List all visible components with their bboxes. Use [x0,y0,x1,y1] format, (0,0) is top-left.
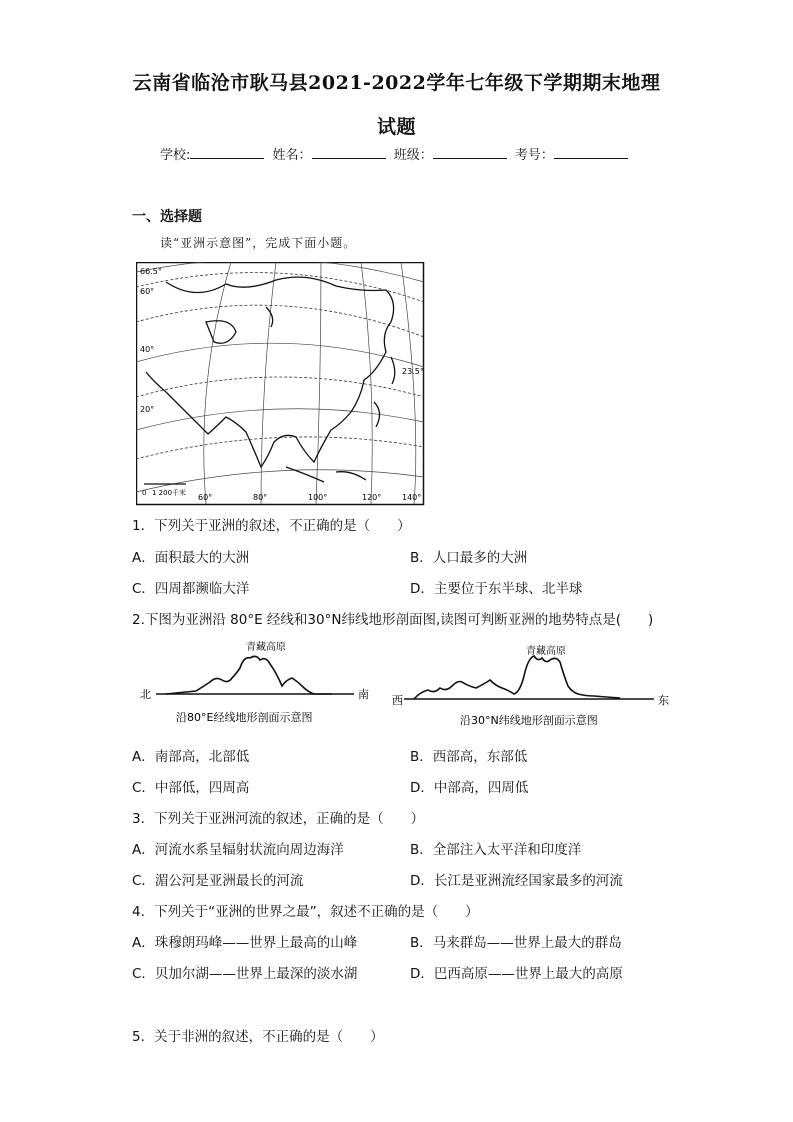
lat-label: 23.5° [402,367,424,376]
question-intro: 读“亚洲示意图”，完成下面小题。 [160,236,357,250]
asia-map [136,262,425,506]
document-title: 云南省临沧市耿马县2021-2022学年七年级下学期期末地理 [132,72,661,94]
document-title-line2: 试题 [376,116,416,138]
profile-start-label: 北 [140,688,151,701]
q4-option-a[interactable]: A．珠穆朗玛峰——世界上最高的山峰 [132,935,358,951]
scale-label: 0 [142,489,147,497]
question-4-stem: 4．下列关于“亚洲的世界之最”，叙述不正确的是（ ） [132,904,479,920]
lat-label: 40° [140,345,155,354]
question-2-stem: 2.下图为亚洲沿 80°E 经线和30°N纬线地形剖面图,读图可判断亚洲的地势特点是( ) [132,612,654,628]
profile-caption: 沿80°E经线地形剖面示意图 [176,711,313,724]
q4-option-b[interactable]: B．马来群岛——世界上最大的群岛 [410,935,622,951]
q3-option-c[interactable]: C．湄公河是亚洲最长的河流 [132,873,304,889]
q1-option-a[interactable]: A．面积最大的大洲 [132,550,250,566]
profile-caption: 沿30°N纬线地形剖面示意图 [460,714,598,727]
profile-peak-label: 青藏高原 [526,646,566,657]
question-5-stem: 5．关于非洲的叙述，不正确的是（ ） [132,1029,384,1045]
lat-label: 66.5° [140,267,162,276]
question-1-stem: 1．下列关于亚洲的叙述，不正确的是（ ） [132,518,411,534]
profile-line [166,656,332,694]
q1-option-b[interactable]: B．人口最多的大洲 [410,550,528,566]
lon-label: 60° [198,493,213,502]
profile-start-label: 西 [392,694,403,707]
id-blank[interactable] [554,146,628,159]
lon-label: 80° [253,493,268,502]
q4-option-c[interactable]: C．贝加尔湖——世界上最深的淡水湖 [132,966,358,982]
name-blank[interactable] [312,146,386,159]
name-label: 姓名： [272,148,312,163]
lon-label: 100° [308,493,328,502]
profile-80e [136,636,381,728]
q1-option-d[interactable]: D．主要位于东半球、北半球 [410,581,583,597]
q2-option-c[interactable]: C．中部低，四周高 [132,780,250,796]
profile-line [414,656,620,699]
section-heading: 一、选择题 [132,209,202,225]
q3-option-b[interactable]: B．全部注入太平洋和印度洋 [410,842,582,858]
class-blank[interactable] [433,146,507,159]
q2-option-b[interactable]: B．西部高，东部低 [410,749,528,765]
profile-end-label: 东 [658,694,669,707]
q3-option-d[interactable]: D．长江是亚洲流经国家最多的河流 [410,873,623,889]
q1-option-c[interactable]: C．四周都濒临大洋 [132,581,250,597]
lon-label: 120° [362,493,382,502]
q4-option-d[interactable]: D．巴西高原——世界上最大的高原 [410,966,623,982]
lat-label: 20° [140,405,155,414]
school-blank[interactable] [190,146,264,159]
scale-label: 1 200千米 [152,489,187,497]
profile-peak-label: 青藏高原 [246,642,286,653]
q2-option-d[interactable]: D．中部高，四周低 [410,780,529,796]
student-info-line [160,144,632,163]
id-label: 考号： [514,148,554,163]
profile-end-label: 南 [358,688,369,701]
profile-30n [390,636,680,728]
q2-option-a[interactable]: A．南部高，北部低 [132,749,250,765]
class-label: 班级： [393,148,433,163]
lon-label: 140° [402,493,422,502]
question-3-stem: 3．下列关于亚洲河流的叙述，正确的是（ ） [132,811,425,827]
lat-label: 60° [140,287,155,296]
q3-option-a[interactable]: A．河流水系呈辐射状流向周边海洋 [132,842,344,858]
school-label: 学校: [160,148,191,163]
